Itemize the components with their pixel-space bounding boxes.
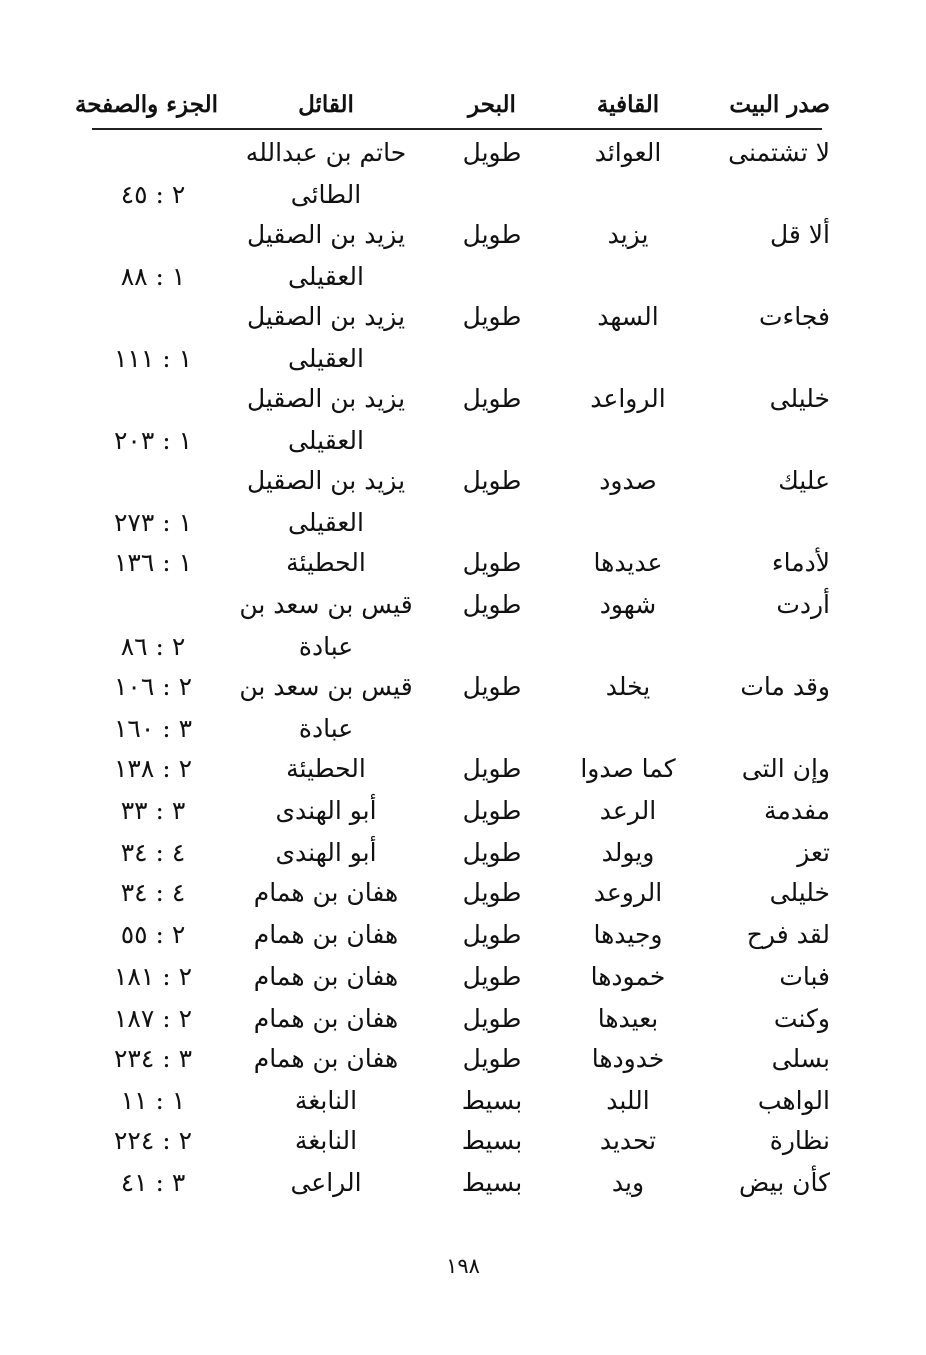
sadr-cell: وكنت	[773, 1004, 830, 1033]
sadr-cell: وإن التى	[741, 754, 830, 783]
bahr-cell: طويل	[462, 920, 522, 949]
ref-cell: ٢ : ٥٥	[120, 920, 186, 949]
qail-line-1: الحطيئة	[286, 754, 366, 783]
qail-line-1: أبو الهندى	[275, 796, 377, 825]
bahr-cell: طويل	[462, 590, 522, 619]
qail-line-2: عبادة	[298, 632, 354, 661]
header-divider	[92, 128, 822, 130]
table-row	[0, 300, 926, 384]
bahr-cell: طويل	[462, 672, 522, 701]
ref-cell: ٢ : ١٨٧	[113, 1004, 193, 1033]
ref-cell: ١ : ٢٠٣	[113, 426, 193, 455]
header-sadr: صدر البيت	[729, 91, 830, 118]
table-row	[0, 382, 926, 466]
qail-line-1: هفان بن همام	[253, 920, 399, 949]
bahr-cell: طويل	[462, 548, 522, 577]
bahr-cell: طويل	[462, 1004, 522, 1033]
table-row	[0, 876, 926, 918]
sadr-cell: بسلى	[771, 1044, 830, 1073]
header-ref: الجزء والصفحة	[74, 91, 218, 118]
ref-cell: ٤ : ٣٤	[120, 878, 186, 907]
qail-line-1: أبو الهندى	[275, 838, 377, 867]
ref-cell: ٣ : ٤١	[120, 1168, 186, 1197]
qail-line-1: يزيد بن الصقيل	[246, 302, 406, 331]
sadr-cell: لأدماء	[771, 548, 830, 577]
ref-cell: ١ : ٢٧٣	[113, 508, 193, 537]
ref-cell: ٢ : ٨٦	[120, 632, 186, 661]
bahr-cell: طويل	[462, 878, 522, 907]
qail-line-1: يزيد بن الصقيل	[246, 384, 406, 413]
bahr-cell: طويل	[462, 838, 522, 867]
table-row	[0, 218, 926, 302]
qail-line-2: عبادة	[298, 714, 354, 743]
sadr-cell: وقد مات	[740, 672, 830, 701]
ref-cell: ٢ : ١٠٦	[113, 672, 193, 701]
sadr-cell: فجاءت	[759, 302, 830, 331]
table-row	[0, 1042, 926, 1084]
qail-line-2: العقيلى	[288, 344, 364, 373]
sadr-cell: عليك	[778, 466, 830, 495]
qail-line-1: النابغة	[294, 1126, 358, 1155]
qail-line-1: هفان بن همام	[253, 962, 399, 991]
page-number: ١٩٨	[446, 1254, 480, 1278]
qail-line-2: الطائى	[290, 180, 362, 209]
table-row	[0, 794, 926, 836]
ref-cell: ٢ : ١٣٨	[113, 754, 193, 783]
qafiya-cell: كما صدوا	[580, 754, 676, 783]
sadr-cell: لا تشتمنى	[728, 138, 830, 167]
bahr-cell: طويل	[462, 302, 522, 331]
qafiya-cell: الرعد	[599, 796, 657, 825]
ref-cell: ٢ : ١٨١	[113, 962, 193, 991]
bahr-cell: بسيط	[461, 1168, 523, 1197]
table-row	[0, 1166, 926, 1208]
ref-cell: ٣ : ٢٣٤	[113, 1044, 193, 1073]
qail-line-2: العقيلى	[288, 426, 364, 455]
header-bahr: البحر	[468, 91, 516, 118]
ref-cell: ١ : ٨٨	[120, 262, 186, 291]
sadr-cell: فبات	[779, 962, 830, 991]
bahr-cell: بسيط	[461, 1086, 523, 1115]
table-row	[0, 1002, 926, 1044]
table-row	[0, 752, 926, 794]
ref-cell: ١ : ١١١	[113, 344, 193, 373]
qail-line-1: الراعى	[290, 1168, 362, 1197]
qail-line-1: حاتم بن عبدالله	[245, 138, 407, 167]
qafiya-cell: يزيد	[607, 220, 649, 249]
qafiya-cell: العوائد	[594, 138, 662, 167]
header-qafiya: القافية	[596, 91, 660, 118]
ref-cell: ٣ : ٣٣	[120, 796, 186, 825]
bahr-cell: طويل	[462, 220, 522, 249]
bahr-cell: طويل	[462, 138, 522, 167]
qafiya-cell: خمودها	[590, 962, 666, 991]
bahr-cell: طويل	[462, 466, 522, 495]
qafiya-cell: يخلد	[605, 672, 651, 701]
sadr-cell: تعز	[797, 838, 830, 867]
sadr-cell: ألا قل	[769, 220, 830, 249]
ref-cell: ٢ : ٢٢٤	[113, 1126, 193, 1155]
table-row	[0, 1084, 926, 1126]
ref-cell: ٤ : ٣٤	[120, 838, 186, 867]
ref-cell: ١ : ١٣٦	[113, 548, 193, 577]
qail-line-1: قيس بن سعد بن	[239, 672, 413, 701]
sadr-cell: أردت	[776, 590, 830, 619]
bahr-cell: بسيط	[461, 1126, 523, 1155]
sadr-cell: نظارة	[769, 1126, 830, 1155]
table-row	[0, 464, 926, 548]
qail-line-1: هفان بن همام	[253, 1044, 399, 1073]
sadr-cell: كأن بيض	[739, 1168, 830, 1197]
sadr-cell: الواهب	[757, 1086, 830, 1115]
qafiya-cell: عديدها	[593, 548, 663, 577]
qafiya-cell: شهود	[599, 590, 657, 619]
qail-line-1: هفان بن همام	[253, 1004, 399, 1033]
table-row	[0, 670, 926, 754]
table-row	[0, 836, 926, 878]
qafiya-cell: خدودها	[591, 1044, 665, 1073]
qail-line-2: العقيلى	[288, 508, 364, 537]
table-row	[0, 136, 926, 220]
qafiya-cell: اللبد	[606, 1086, 650, 1115]
ref-cell: ١ : ١١	[120, 1086, 186, 1115]
table-row	[0, 588, 926, 672]
qafiya-cell: صدود	[599, 466, 657, 495]
table-row	[0, 918, 926, 960]
qail-line-1: يزيد بن الصقيل	[246, 220, 406, 249]
qail-line-1: هفان بن همام	[253, 878, 399, 907]
qafiya-cell: بعيدها	[597, 1004, 659, 1033]
qail-line-2: العقيلى	[288, 262, 364, 291]
ref-cell: ٢ : ٤٥	[120, 180, 186, 209]
ref-cell-secondary: ٣ : ١٦٠	[113, 714, 193, 743]
qafiya-cell: وجيدها	[593, 920, 663, 949]
sadr-cell: مفدمة	[764, 796, 830, 825]
qafiya-cell: ويولد	[601, 838, 655, 867]
table-row	[0, 1124, 926, 1166]
header-qail: القائل	[298, 91, 354, 118]
qafiya-cell: الرواعد	[590, 384, 666, 413]
sadr-cell: خليلى	[769, 878, 830, 907]
qafiya-cell: ويد	[611, 1168, 645, 1197]
sadr-cell: لقد فرح	[746, 920, 830, 949]
qafiya-cell: تحديد	[599, 1126, 657, 1155]
bahr-cell: طويل	[462, 384, 522, 413]
bahr-cell: طويل	[462, 962, 522, 991]
bahr-cell: طويل	[462, 796, 522, 825]
table-row	[0, 960, 926, 1002]
sadr-cell: خليلى	[769, 384, 830, 413]
qail-line-1: يزيد بن الصقيل	[246, 466, 406, 495]
table-row	[0, 546, 926, 588]
bahr-cell: طويل	[462, 1044, 522, 1073]
bahr-cell: طويل	[462, 754, 522, 783]
qail-line-1: الحطيئة	[286, 548, 366, 577]
qail-line-1: قيس بن سعد بن	[239, 590, 413, 619]
qail-line-1: النابغة	[294, 1086, 358, 1115]
qafiya-cell: السهد	[597, 302, 659, 331]
qafiya-cell: الروعد	[593, 878, 663, 907]
